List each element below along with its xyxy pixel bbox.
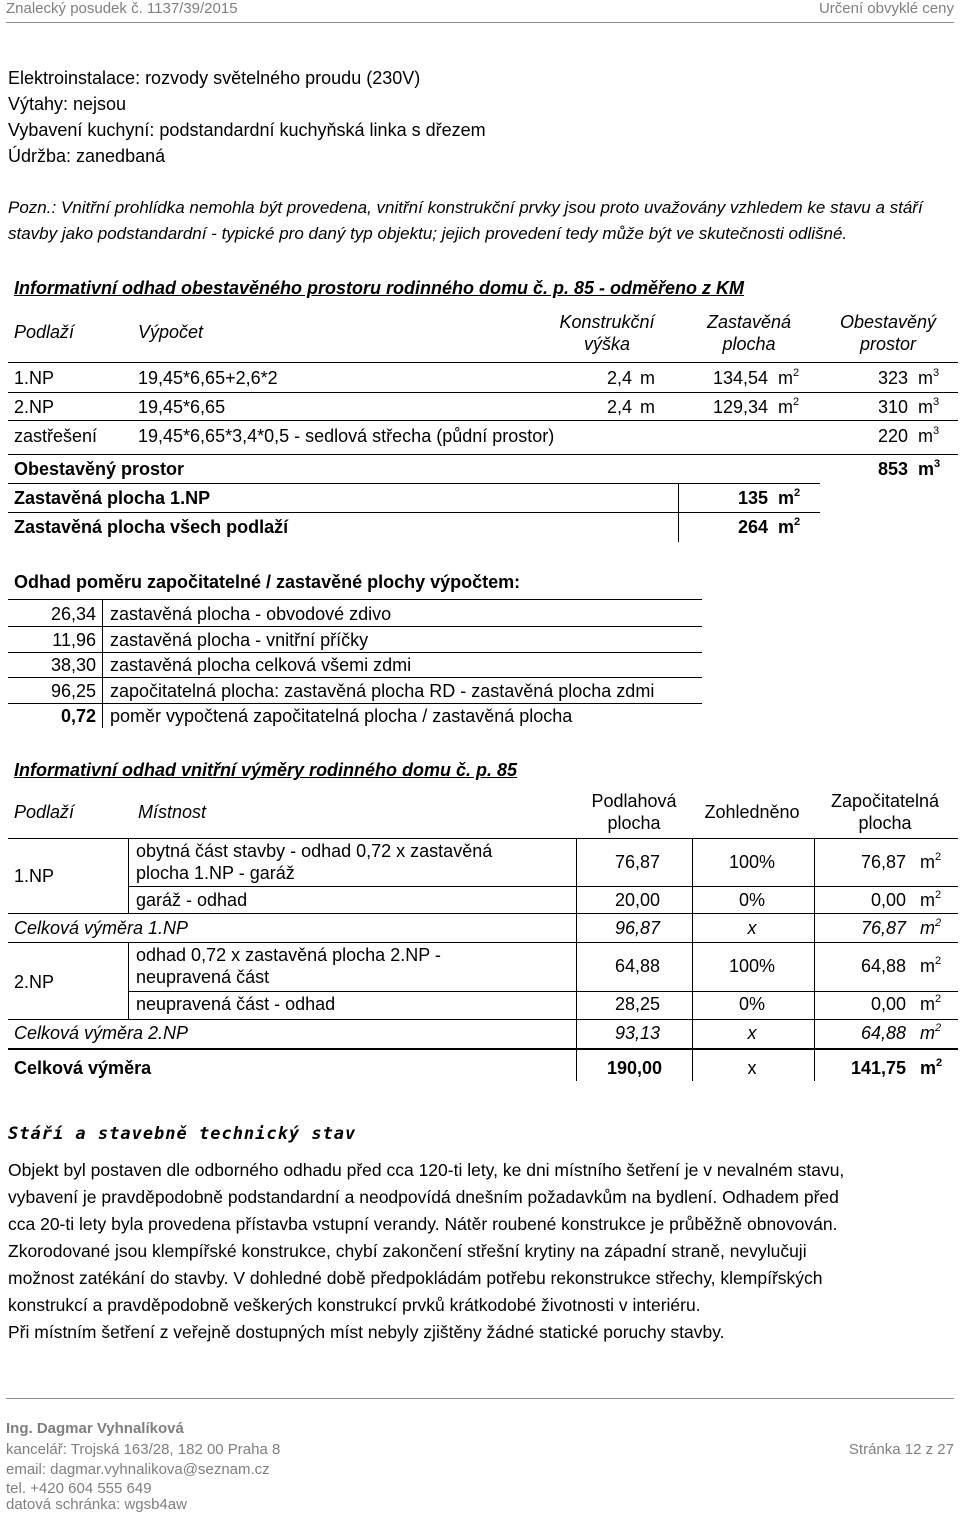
volume-row-1-calc: 19,45*6,65+2,6*2	[138, 368, 278, 388]
inner-total-label: Celková výměra	[14, 1058, 152, 1078]
ratio-title: Odhad poměru započitatelné / zastavěné plochy výpočtem:	[14, 572, 521, 592]
inner-2np-divider	[128, 943, 129, 1019]
header-section: Určení obvyklé ceny	[818, 0, 954, 17]
footer-office: kancelář: Trojská 163/28, 182 00 Praha 8	[6, 1441, 281, 1458]
inner-row-4-ca: 0,00	[870, 994, 906, 1014]
ratio-text-4: započitatelná plocha: zastavěná plocha RD - zastavěná plocha zdmi	[110, 681, 655, 701]
inner-title: Informativní odhad vnitřní výměry rodinného domu č. p. 85	[14, 760, 518, 780]
volume-header-height-2: výška	[583, 334, 630, 354]
ratio-text-5: poměr vypočtená započitatelná plocha / zastavěná plocha	[110, 706, 573, 726]
inner-row-4-cons: 0%	[738, 994, 765, 1014]
volume-header-built-2: plocha	[722, 334, 776, 354]
volume-header-floor: Podlaží	[14, 322, 75, 342]
volume-row-1-area: 134,54	[712, 368, 768, 388]
ratio-divider	[102, 600, 103, 728]
volume-row-2-vol: 310	[877, 397, 908, 417]
volume-roof-vol-unit: $m^3$	[918, 425, 940, 446]
volume-row-2-area: 129,34	[712, 397, 768, 417]
age-line-4: Zkorodované jsou klempířské konstrukce, chybí zakončení střešní krytiny na západní straně, nevylučuji	[8, 1241, 807, 1261]
inner-sum-2-fa: 93,13	[614, 1023, 660, 1043]
inner-row-4-fa: 28,25	[614, 994, 660, 1014]
built-all-unit: $m^2$	[778, 516, 801, 537]
inner-total-cons: x	[747, 1058, 757, 1078]
volume-row-1-height-unit: m	[640, 368, 655, 388]
volume-row-2-calc: 19,45*6,65	[138, 397, 226, 417]
volume-row-2-height-unit: m	[640, 397, 655, 417]
age-line-2: vybavení je pravděpodobně podstandardní a neodpovídá dnešním požadavkům na bydlení. Odhadem před	[8, 1187, 839, 1207]
inner-row-4-room: neupravená část - odhad	[136, 994, 336, 1014]
header-rule	[6, 22, 954, 23]
inner-sum-1-unit: $m^2$	[920, 917, 942, 938]
volume-header-height-1: Konstrukční	[559, 312, 655, 332]
inner-row-2-unit: $m^2$	[920, 889, 942, 910]
inner-total-unit: $m^2$	[920, 1057, 943, 1078]
volume-total-vol: 853	[877, 459, 908, 479]
inner-sum-2-cons: x	[747, 1023, 757, 1043]
equipment-maintenance: Údržba: zanedbaná	[8, 146, 166, 166]
volume-row-1-vol-unit: $m^3$	[918, 367, 940, 388]
ratio-rule-3	[8, 677, 702, 678]
inner-row-1-room-a: obytná část stavby - odhad 0,72 x zastavěná	[136, 841, 493, 861]
inner-header-ca-1: Započitatelná	[830, 791, 940, 811]
volume-rule-5	[8, 483, 820, 484]
inner-sum-1-label: Celková výměra 1.NP	[14, 918, 189, 938]
inner-row-1-fa: 76,87	[614, 852, 660, 872]
inner-rule-3	[8, 942, 958, 943]
volume-row-2-area-unit: $m^2$	[778, 396, 800, 417]
volume-rule-4	[8, 454, 958, 455]
ratio-text-1: zastavěná plocha - obvodové zdivo	[110, 604, 392, 624]
ratio-text-3: zastavěná plocha celková všemi zdmi	[110, 655, 412, 675]
volume-header-vol-2: prostor	[859, 334, 917, 354]
volume-row-1-height: 2,4	[606, 368, 632, 388]
inner-col-divider-2	[692, 839, 693, 1081]
volume-rule-6	[8, 512, 820, 513]
volume-rule-3	[8, 420, 958, 421]
ratio-rule-2	[8, 652, 702, 653]
inner-row-3-unit: $m^2$	[920, 955, 942, 976]
inner-row-2-ca: 0,00	[870, 890, 906, 910]
built-all-value: 264	[737, 517, 768, 537]
inner-rule-2	[8, 913, 958, 914]
inner-1np-floor: 1.NP	[14, 866, 55, 886]
volume-row-2-floor: 2.NP	[14, 397, 55, 417]
volume-row-1-area-unit: $m^2$	[778, 367, 800, 388]
equipment-kitchen: Vybavení kuchyní: podstandardní kuchyňská linka s dřezem	[8, 120, 486, 140]
inner-col-divider-1	[576, 839, 577, 1081]
inner-header-fa-1: Podlahová	[591, 791, 677, 811]
age-line-6: konstrukcí a pravděpodobně veškerých konstrukcí prvků krátkodobé životnosti v interiéru.	[8, 1295, 701, 1315]
volume-row-2-vol-unit: $m^3$	[918, 396, 940, 417]
volume-roof-floor: zastřešení	[14, 426, 98, 446]
inner-row-1-cons: 100%	[728, 852, 776, 872]
inner-rule-4	[128, 991, 958, 992]
inner-total-fa: 190,00	[606, 1058, 662, 1078]
inner-rule-5	[8, 1019, 958, 1020]
age-title: Stáří a stavebně technický stav	[8, 1124, 357, 1144]
inner-row-4-unit: $m^2$	[920, 993, 942, 1014]
inner-row-1-room-b: plocha 1.NP - garáž	[136, 863, 295, 883]
footer-databox: datová schránka: wgsb4aw	[6, 1496, 187, 1513]
built-1np-label: Zastavěná plocha 1.NP	[14, 488, 211, 508]
inner-row-2-room: garáž - odhad	[136, 890, 248, 910]
inner-rule-6	[8, 1048, 958, 1050]
inner-row-3-fa: 64,88	[614, 956, 660, 976]
equipment-electric: Elektroinstalace: rozvody světelného proudu (230V)	[8, 68, 421, 88]
equipment-elevators: Výtahy: nejsou	[8, 94, 127, 114]
inner-header-ca-2: plocha	[858, 813, 912, 833]
ratio-value-5: 0,72	[60, 706, 96, 726]
age-line-1: Objekt byl postaven dle odborného odhadu před cca 120-ti lety, ke dni místního šetření je v nevalném stavu,	[8, 1160, 845, 1180]
volume-title: Informativní odhad obestavěného prostoru rodinného domu č. p. 85 - odměřeno z KM	[14, 278, 745, 298]
inner-row-3-cons: 100%	[728, 956, 776, 976]
volume-total-vol-unit: $m^3$	[918, 458, 941, 479]
note-line-2: stavby jako podstandardní - typické pro daný typ objektu; jejich provedení tedy může být ve skutečnosti odlišné.	[8, 224, 848, 243]
age-line-7: Při místním šetření z veřejně dostupných míst nebyly zjištěny žádné statické poruchy stavby.	[8, 1322, 725, 1342]
volume-row-1-floor: 1.NP	[14, 368, 55, 388]
ratio-value-4: 96,25	[50, 681, 96, 701]
inner-row-1-ca: 76,87	[860, 852, 906, 872]
inner-header-fa-2: plocha	[607, 813, 661, 833]
inner-sum-1-fa: 96,87	[614, 918, 660, 938]
volume-roof-vol: 220	[877, 426, 908, 446]
volume-roof-calc: 19,45*6,65*3,4*0,5 - sedlová střecha (půdní prostor)	[138, 426, 555, 446]
volume-rule-2	[8, 392, 958, 393]
built-1np-value: 135	[737, 488, 768, 508]
volume-total-label: Obestavěný prostor	[14, 459, 185, 479]
inner-rule-1	[128, 886, 958, 887]
built-1np-unit: $m^2$	[778, 487, 801, 508]
inner-row-1-unit: $m^2$	[920, 851, 942, 872]
ratio-rule-1	[8, 626, 702, 627]
inner-row-3-room-b: neupravená část	[136, 967, 270, 987]
inner-row-2-cons: 0%	[738, 890, 765, 910]
built-divider	[678, 484, 679, 542]
inner-sum-1-ca: 76,87	[860, 918, 906, 938]
inner-1np-divider	[128, 839, 129, 913]
note-line-1: Pozn.: Vnitřní prohlídka nemohla být provedena, vnitřní konstrukční prvky jsou proto uvažovány vzhledem ke stavu a stáří	[8, 198, 923, 217]
volume-row-1-vol: 323	[877, 368, 908, 388]
inner-rule-0	[8, 838, 958, 839]
inner-sum-2-ca: 64,88	[860, 1023, 906, 1043]
footer-page-number: Stránka 12 z 27	[848, 1441, 954, 1458]
inner-header-room: Místnost	[138, 802, 207, 822]
built-all-label: Zastavěná plocha všech podlaží	[14, 517, 289, 537]
inner-col-divider-3	[814, 839, 815, 1081]
ratio-value-2: 11,96	[52, 630, 96, 650]
inner-header-cons: Zohledněno	[704, 802, 800, 822]
ratio-value-1: 26,34	[50, 604, 96, 624]
inner-header-floor: Podlaží	[14, 802, 75, 822]
age-line-5: možnost zatékání do stavby. V dohledné době předpokládám potřebu rekonstrukce střechy, klempířských	[8, 1268, 823, 1288]
ratio-rule-4	[8, 703, 702, 704]
volume-header-vol-1: Obestavěný	[839, 312, 937, 332]
inner-row-3-room-a: odhad 0,72 x zastavěná plocha 2.NP -	[136, 945, 441, 965]
volume-rule-1	[8, 362, 958, 363]
ratio-rule-0	[8, 599, 702, 600]
volume-header-calc: Výpočet	[138, 322, 204, 342]
inner-sum-2-label: Celková výměra 2.NP	[14, 1023, 189, 1043]
footer-name: Ing. Dagmar Vyhnalíková	[6, 1420, 184, 1437]
age-line-3: cca 20-ti lety byla provedena přístavba vstupní verandy. Nátěr roubené konstrukce je průběžně obnovován.	[8, 1214, 838, 1234]
footer-phone: tel. +420 604 555 649	[6, 1480, 152, 1497]
volume-header-built-1: Zastavěná	[706, 312, 792, 332]
inner-total-ca: 141,75	[850, 1058, 906, 1078]
inner-2np-floor: 2.NP	[14, 972, 55, 992]
inner-row-3-ca: 64,88	[860, 956, 906, 976]
header-doc-number: Znalecký posudek č. 1137/39/2015	[6, 0, 238, 17]
footer-rule	[6, 1398, 954, 1399]
footer-email: email: dagmar.vyhnalikova@seznam.cz	[6, 1461, 270, 1478]
ratio-value-3: 38,30	[50, 655, 96, 675]
inner-sum-2-unit: $m^2$	[920, 1022, 942, 1043]
volume-row-2-height: 2,4	[606, 397, 632, 417]
inner-sum-1-cons: x	[747, 918, 757, 938]
ratio-text-2: zastavěná plocha - vnitřní příčky	[110, 630, 369, 650]
inner-row-2-fa: 20,00	[614, 890, 660, 910]
